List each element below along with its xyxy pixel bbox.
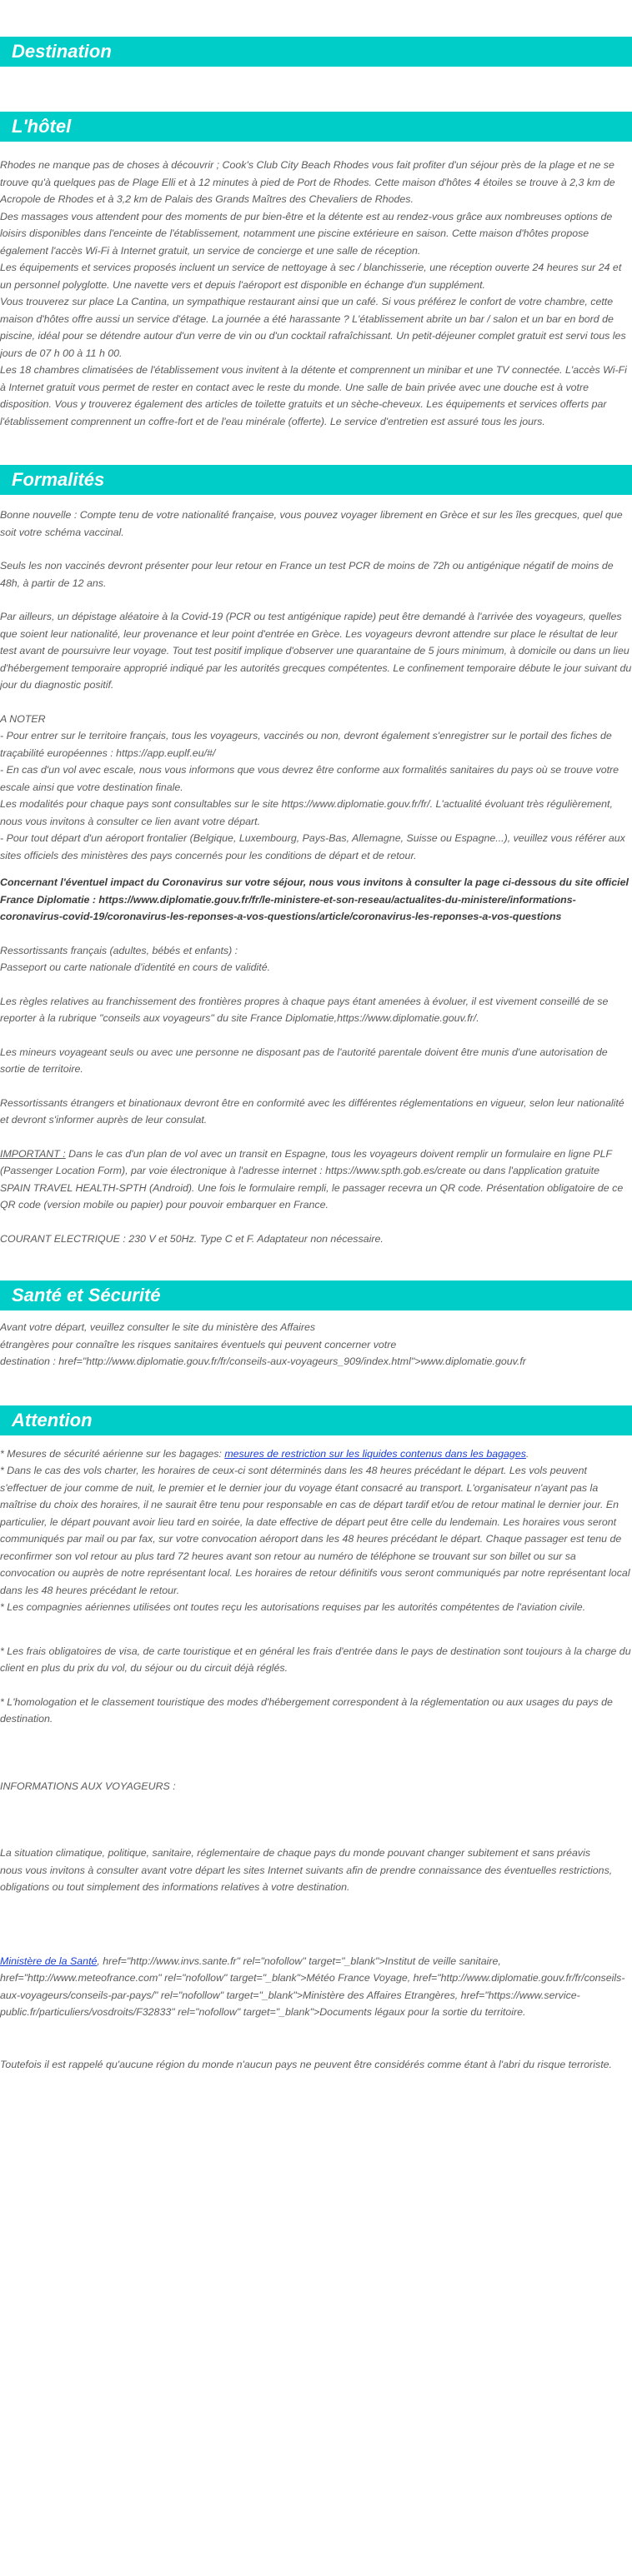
coronavirus-bold-note: Concernant l'éventuel impact du Coronavirus sur votre séjour, nous vous invitons à consulter la page ci-dessous du site officiel France Diplomatie : https://www.diplomatie.gouv.fr/fr/le-ministere-et-son-reseau/actualites-du-ministere/informations-coronavirus-covid-19/coronavirus-les-reponses-a-vos-questions/article/coronavirus-les-reponses-a-vos-questions xyxy=(0,876,629,922)
important-text: Dans le cas d'un plan de vol avec un transit en Espagne, tous les voyageurs doivent remplir un formulaire en ligne PLF (Passenger Location Form), par voie électronique à l'adresse internet : https://www.spth.gob.es/create ou dans l'application gratuite SPAIN TRAVEL HEALTH-SPTH (Android). Une fois le formulaire rempli, le passager recevra un QR code. Présentation obligatoire de ce QR code (version mobile ou papier) pour pouvoir embarquer en France. xyxy=(0,1147,624,1211)
a-noter-line: - Pour tout départ d'un aéroport frontalier (Belgique, Luxembourg, Pays-Bas, Allemagne, Suisse ou Espagne...), veuillez vous référer aux sites officiels des ministères des pays concernés pour les conditions de départ et de retour. xyxy=(0,832,625,861)
infos-voyageurs-title: INFORMATIONS AUX VOYAGEURS : xyxy=(0,1780,176,1792)
situation-line: La situation climatique, politique, sanitaire, réglementaire de chaque pays du monde pouvant changer subitement et sans préavis xyxy=(0,1847,591,1859)
bagages-note xyxy=(0,1445,632,1463)
ministeres-text: , href="http://www.invs.sante.fr" rel="nofollow" target="_blank">Institut de veille sanitaire, href="http://www.meteofrance.com" rel="nofollow" target="_blank">Météo France Voyage, href="http://www.diplomatie.gouv.fr/fr/conseils-aux-voyageurs/conseils-par-pays/" rel="nofollow" target="_blank">Ministère des Affaires Etrangères, href="https://www.service-public.fr/particuliers/vosdroits/F32833" rel="nofollow" target="_blank">Documents légaux pour la sortie du territoire. xyxy=(0,1954,625,2018)
hotel-heading: L'hôtel xyxy=(0,112,632,142)
ministere-sante-link[interactable]: Ministère de la Santé xyxy=(0,1954,98,1967)
a-noter-line: Les modalités pour chaque pays sont consultables sur le site https://www.diplomatie.gouv.fr/fr/. L'actualité évoluant très régulièrement, nous vous invitons à consulter ce lien avant votre départ. xyxy=(0,798,613,827)
liquides-restriction-link[interactable]: mesures de restriction sur les liquides contenus dans les bagages xyxy=(224,1447,526,1460)
hotel-paragraph: Les équipements et services proposés incluent un service de nettoyage à sec / blanchisserie, une réception ouverte 24 heures sur 24 et un personnel polyglotte. Une navette vers et depuis l'aéroport est disponible en échange d'un supplément. xyxy=(0,262,622,291)
hotel-description xyxy=(0,157,632,430)
ministeres-links xyxy=(0,1953,632,2021)
ressortissants-line: Passeport ou carte nationale d'identité en cours de validité. xyxy=(0,961,271,973)
a-noter-line: - Pour entrer sur le territoire français, tous les voyageurs, vaccinés ou non, devront également s'enregistrer sur le portail des fiches de traçabilité européennes : https://app.euplf.eu/#/ xyxy=(0,730,612,759)
bagages-prefix: * Mesures de sécurité aérienne sur les bagages: xyxy=(0,1447,225,1460)
attention-heading: Attention xyxy=(0,1405,632,1435)
courant-electrique: COURANT ELECTRIQUE : 230 V et 50Hz. Type C et F. Adaptateur non nécessaire. xyxy=(0,1232,384,1245)
sante-heading: Santé et Sécurité xyxy=(0,1281,632,1310)
a-noter-title: A NOTER xyxy=(0,712,46,725)
bagages-suffix: . xyxy=(525,1447,529,1460)
sante-line: étrangères pour connaître les risques sanitaires éventuels qui peuvent concerner votre xyxy=(0,1338,397,1350)
destination-heading: Destination xyxy=(0,37,632,67)
a-noter-line: - En cas d'un vol avec escale, nous vous informons que vous devrez être conforme aux formalités sanitaires du pays où se trouve votre escale ainsi que votre destination finale. xyxy=(0,764,619,793)
situation-line: nous vous invitons à consulter avant votre départ les sites Internet suivants afin de prendre connaissance des éventuelles restrictions, obligations ou tout simplement des informations relatives à votre destination. xyxy=(0,1864,613,1893)
vaccination-note: Bonne nouvelle : Compte tenu de votre nationalité française, vous pouvez voyager librement en Grèce et sur les îles grecques, quel que soit votre schéma vaccinal. xyxy=(0,509,623,538)
test-requirement: Seuls les non vaccinés devront présenter pour leur retour en France un test PCR de moins de 72h ou antigénique négatif de moins de 48h, à partir de 12 ans. xyxy=(0,560,614,589)
hotel-paragraph: Rhodes ne manque pas de choses à découvrir ; Cook's Club City Beach Rhodes vous fait profiter d'un séjour près de la plage et ne se trouve qu'à quelques pas de Plage Elli et à 12 minutes à pied de Port de Rhodes. Cette maison d'hôtes 4 étoiles se trouve à 2,3 km de Acropole de Rhodes et à 3,2 km de Palais des Grands Maîtres des Chevaliers de Rhodes. xyxy=(0,159,615,205)
etrangers-note: Ressortissants étrangers et binationaux devront être en conformité avec les différentes réglementations en vigueur, selon leur nationalité et devront s'informer auprès de leur consulat. xyxy=(0,1096,624,1126)
mineurs-note: Les mineurs voyageant seuls ou avec une personne ne disposant pas de l'autorité parentale doivent être munis d'une autorisation de sortie de territoire. xyxy=(0,1046,608,1075)
attention-content xyxy=(0,1445,632,2074)
frais-note: * Les frais obligatoires de visa, de carte touristique et en général les frais d'entrée dans le pays de destination sont toujours à la charge du client en plus du prix du vol, du séjour ou du circuit déjà réglés. xyxy=(0,1645,631,1674)
hotel-paragraph: Les 18 chambres climatisées de l'établissement vous invitent à la détente et comprennent un minibar et une TV connectée. L'accès Wi-Fi à Internet gratuit vous permet de rester en contact avec le reste du monde. Une salle de bain privée avec une douche est à votre disposition. Vous y trouverez également des articles de toilette gratuits et un sèche-cheveux. Les équipements et services offerts par l'établissement comprennent un coffre-fort et de l'eau minérale (offerte). Le service d'entretien est assuré tous les jours. xyxy=(0,364,627,427)
formalites-content xyxy=(0,507,632,1247)
hotel-paragraph: Des massages vous attendent pour des moments de pur bien-être et la détente est au rendez-vous grâce aux nombreuses options de loisirs disponibles dans l'enceinte de l'établissement, notamment une piscine extérieure en saison. Cette maison d'hôtes propose également l'accès Wi-Fi à Internet gratuit, un service de concierge et une salle de réception. xyxy=(0,210,613,257)
sante-line: destination : href="http://www.diplomatie.gouv.fr/fr/conseils-aux-voyageurs_909/index.html">www.diplomatie.gouv.fr xyxy=(0,1355,526,1367)
terrorisme-note: Toutefois il est rappelé qu'aucune région du monde n'aucun pays ne peuvent être considérés comme étant à l'abri du risque terroriste. xyxy=(0,2058,612,2070)
important-note xyxy=(0,1146,632,1214)
vols-charter-note: * Dans le cas des vols charter, les horaires de ceux-ci sont déterminés dans les 48 heures précédant le départ. Les vols peuvent s'effectuer de jour comme de nuit, le premier et le dernier jour du voyage étant consacré au transport. L'organisateur n'ayant pas la maîtrise du choix des horaires, il ne saurait être tenu pour responsable en cas de départ tardif et/ou de retour matinal le dernier jour. En particulier, le départ pouvant avoir lieu tard en soirée, la date effective de départ peut être celle du lendemain. Les horaires vous seront communiqués par mail ou par fax, sur votre convocation aéroport dans les 48 heures précédant le départ. Chaque passager est tenu de reconfirmer son vol retour au plus tard 72 heures avant son retour au numéro de téléphone se trouvant sur son billet ou sur sa convocation ou auprès de notre représentant local. Les horaires de retour définitifs vous seront communiqués par notre représentant local dans les 48 heures précédant le retour. xyxy=(0,1465,630,1596)
homologation-note: * L'homologation et le classement touristique des modes d'hébergement correspondent à la réglementation ou aux usages du pays de destination. xyxy=(0,1695,613,1725)
ressortissants-line: Ressortissants français (adultes, bébés et enfants) : xyxy=(0,944,238,956)
frontieres-rules: Les règles relatives au franchissement des frontières propres à chaque pays étant amenées à évoluer, il est vivement conseillé de se reporter à la rubrique "conseils aux voyageurs" du site France Diplomatie,https://www.diplomatie.gouv.fr/. xyxy=(0,995,609,1024)
compagnies-note: * Les compagnies aériennes utilisées ont toutes reçu les autorisations requises par les autorités compétentes de l'aviation civile. xyxy=(0,1601,586,1613)
important-label: IMPORTANT : xyxy=(0,1147,66,1160)
sante-line: Avant votre départ, veuillez consulter le site du ministère des Affaires xyxy=(0,1321,316,1333)
hotel-paragraph: Vous trouverez sur place La Cantina, un sympathique restaurant ainsi que un café. Si vous préférez le confort de votre chambre, cette maison d'hôtes offre aussi un service d'étage. La journée a été harassante ? L'établissement abrite un bar / salon et un bar en bord de piscine, idéal pour se détendre autour d'un verre de vin ou d'un cocktail rafraîchissant. Un petit-déjeuner complet gratuit est servi tous les jours de 07 h 00 à 11 h 00. xyxy=(0,296,626,359)
covid-screening: Par ailleurs, un dépistage aléatoire à la Covid-19 (PCR ou test antigénique rapide) peut être demandé à l'arrivée des voyageurs, quelles que soient leur nationalité, leur provenance et leur point d'entrée en Grèce. Les voyageurs devront attendre sur place le résultat de leur test avant de poursuivre leur voyage. Tout test positif implique d'observer une quarantaine de 5 jours minimum, à domicile ou dans un lieu d'hébergement temporaire approprié indiqué par les autorités grecques compétentes. Le confinement temporaire débute le jour suivant du jour du diagnostic positif. xyxy=(0,611,632,691)
sante-content xyxy=(0,1319,632,1370)
formalites-heading: Formalités xyxy=(0,465,632,495)
